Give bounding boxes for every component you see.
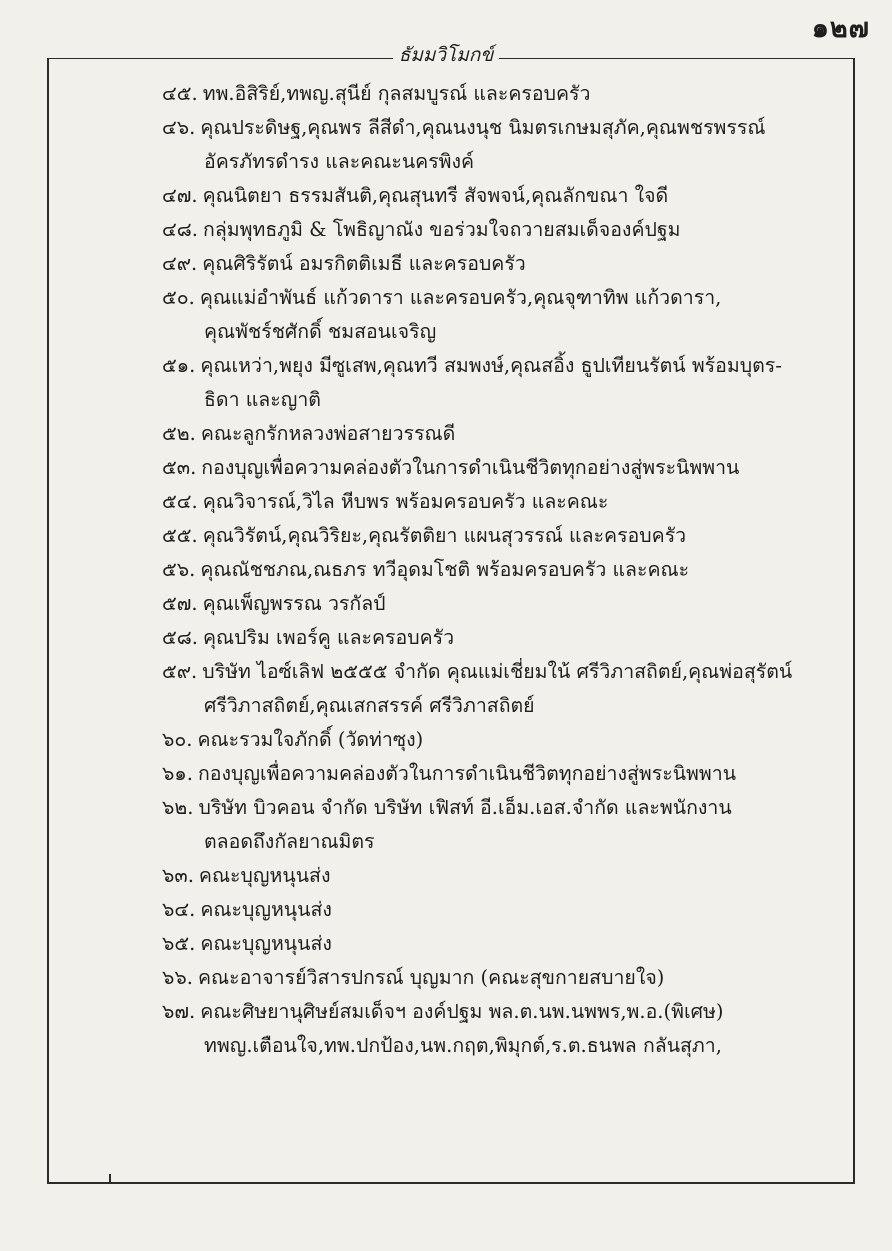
donor-item-text: บริษัท ไอซ์เลิฟ ๒๕๕๕ จำกัด คุณแม่เชี่ยมใน้ ศรีวิภาสถิตย์,คุณพ่อสุรัตน์ xyxy=(202,660,793,683)
donor-item-text: บริษัท บิวคอน จำกัด บริษัท เฟิสท์ อี.เอ็ม.เอส.จำกัด และพนักงาน xyxy=(198,796,732,819)
journal-title xyxy=(0,40,892,70)
donor-item-text: คุณศิริรัตน์ อมรกิตติเมธี และครอบครัว xyxy=(202,252,526,275)
donor-item-number: ๕๓. xyxy=(162,456,197,479)
donor-list-item xyxy=(162,451,846,485)
donor-item-text: กลุ่มพุทธภูมิ & โพธิญาณัง ขอร่วมใจถวายสมเด็จองค์ปฐม xyxy=(203,218,681,241)
donor-list-item xyxy=(162,791,846,859)
donor-item-text: คุณประดิษฐ,คุณพร ลีสีดำ,คุณนงนุช นิมตรเกษมสุภัค,คุณพชรพรรณ์ xyxy=(200,116,766,139)
donor-list-item xyxy=(162,247,846,281)
donor-item-text: คุณณัชชภณ,ณธภร ทวีอุดมโชติ พร้อมครอบครัว และคณะ xyxy=(200,558,690,581)
donor-item-number: ๖๔. xyxy=(162,898,196,921)
donor-list-item xyxy=(162,655,846,723)
donor-item-text: คณะรวมใจภักดิ์ (วัดท่าซุง) xyxy=(197,728,424,751)
donor-item-text-continued: ทพญ.เตือนใจ,ทพ.ปกป้อง,นพ.กฤต,พิมุกต์,ร.ต.ธนพล กลันสุภา, xyxy=(204,1034,722,1057)
donor-item-text: กองบุญเพื่อความคล่องตัวในการดำเนินชีวิตทุกอย่างสู่พระนิพพาน xyxy=(201,456,740,479)
donor-list-item xyxy=(162,757,846,791)
donor-item-text: คุณเพ็ญพรรณ วรกัลป์ xyxy=(202,592,386,615)
donor-item-text: ทพ.อิสิริย์,ทพญ.สุนีย์ กุลสมบูรณ์ และครอบครัว xyxy=(202,82,591,105)
donor-list-item xyxy=(162,995,846,1063)
donor-item-number: ๖๓. xyxy=(162,864,194,887)
donor-list-item xyxy=(162,281,846,349)
donor-item-number: ๕๘. xyxy=(162,626,199,649)
donor-list-item xyxy=(162,485,846,519)
donor-item-text: กองบุญเพื่อความคล่องตัวในการดำเนินชีวิตทุกอย่างสู่พระนิพพาน xyxy=(197,762,737,785)
donor-item-text: คณะลูกรักหลวงพ่อสายวรรณดี xyxy=(200,422,456,445)
donor-list-item xyxy=(162,349,846,417)
donor-item-number: ๕๖. xyxy=(162,558,196,581)
donor-item-text-continued: อัครภัทรดำรง และคณะนครพิงค์ xyxy=(204,150,475,173)
donor-item-number: ๕๒. xyxy=(162,422,196,445)
donor-item-number: ๖๖. xyxy=(162,966,193,989)
donor-item-text: คณะบุญหนุนส่ง xyxy=(200,898,332,921)
donor-item-number: ๖๑. xyxy=(162,762,193,785)
donor-item-number: ๕๗. xyxy=(162,592,198,615)
donor-item-number: ๔๙. xyxy=(162,252,198,275)
donor-item-number: ๖๕. xyxy=(162,932,196,955)
donor-item-text-continued: ธิดา และญาติ xyxy=(204,388,321,411)
journal-title-text: ธัมมวิโมกข์ xyxy=(393,44,500,66)
donor-item-text: คณะอาจารย์วิสารปกรณ์ บุญมาก (คณะสุขกายสบายใจ) xyxy=(197,966,665,989)
donor-item-text: คุณวิรัตน์,คุณวิริยะ,คุณรัตติยา แผนสุวรรณ์ และครอบครัว xyxy=(202,524,687,547)
donor-list-item xyxy=(162,213,846,247)
donor-list-item xyxy=(162,417,846,451)
donor-item-text-continued: คุณพัชร์ชศักดิ์ ชมสอนเจริญ xyxy=(204,320,437,343)
donor-item-text: คณะบุญหนุนส่ง xyxy=(198,864,331,887)
donor-list-item xyxy=(162,927,846,961)
donor-item-number: ๕๔. xyxy=(162,490,198,513)
donor-list-item xyxy=(162,77,846,111)
donor-item-number: ๖๐. xyxy=(162,728,193,751)
donor-item-number: ๖๗. xyxy=(162,1000,196,1023)
donor-item-number: ๕๐. xyxy=(162,286,195,309)
donor-list-item xyxy=(162,723,846,757)
donor-item-text: คณะบุญหนุนส่ง xyxy=(200,932,332,955)
donor-item-number: ๖๒. xyxy=(162,796,194,819)
donor-list-item xyxy=(162,859,846,893)
frame-corner-mark xyxy=(109,1174,111,1184)
donor-item-number: ๔๕. xyxy=(162,82,198,105)
donor-item-text: คุณนิตยา ธรรมสันติ,คุณสุนทรี สัจพจน์,คุณลักขณา ใจดี xyxy=(202,184,669,207)
donor-item-text: คุณแม่อำพันธ์ แก้วดารา และครอบครัว,คุณจุฑาทิพ แก้วดารา, xyxy=(199,286,722,309)
donor-item-text-continued: ตลอดถึงกัลยาณมิตร xyxy=(204,830,375,853)
donor-list-item xyxy=(162,111,846,179)
donor-item-number: ๕๕. xyxy=(162,524,198,547)
donor-item-text: คณะศิษยานุศิษย์สมเด็จฯ องค์ปฐม พล.ต.นพ.นพพร,พ.อ.(พิเศษ) xyxy=(200,1000,724,1023)
donor-list-item xyxy=(162,587,846,621)
donor-list-item xyxy=(162,621,846,655)
donor-item-number: ๕๑. xyxy=(162,354,196,377)
donor-list-item xyxy=(162,961,846,995)
donor-item-number: ๔๘. xyxy=(162,218,199,241)
donor-item-text: คุณวิจารณ์,วิไล หีบพร พร้อมครอบครัว และคณะ xyxy=(202,490,609,513)
donor-item-text-continued: ศรีวิภาสถิตย์,คุณเสกสรรค์ ศรีวิภาสถิตย์ xyxy=(204,694,535,717)
donor-item-text: คุณปริม เพอร์คู และครอบครัว xyxy=(203,626,455,649)
donor-item-number: ๕๙. xyxy=(162,660,198,683)
donor-list xyxy=(162,77,846,1063)
donor-list-item xyxy=(162,893,846,927)
donor-item-number: ๔๗. xyxy=(162,184,198,207)
donor-list-item xyxy=(162,519,846,553)
donor-item-number: ๔๖. xyxy=(162,116,196,139)
page-number: ๑๒๗ xyxy=(811,13,870,44)
donor-list-item xyxy=(162,553,846,587)
donor-item-text: คุณเหว่า,พยุง มีซูเสพ,คุณทวี สมพงษ์,คุณสอิ้ง ธูปเทียนรัตน์ พร้อมบุตร- xyxy=(200,354,782,377)
donor-list-item xyxy=(162,179,846,213)
